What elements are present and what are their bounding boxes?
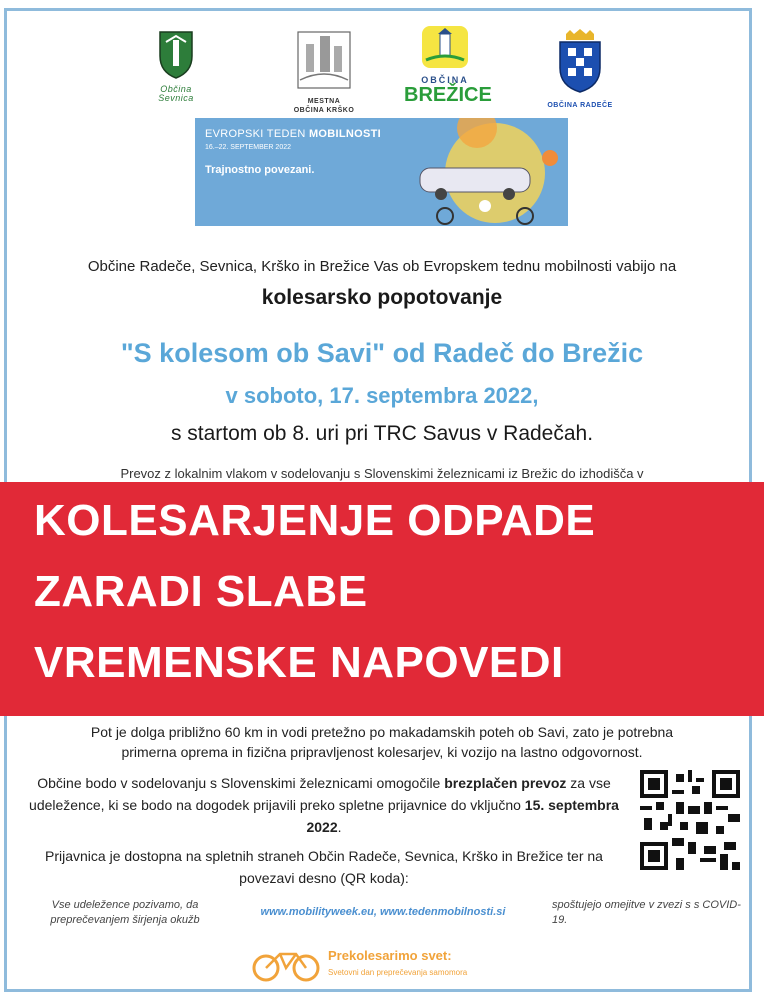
cancellation-line-3: VREMENSKE NAPOVEDI <box>34 638 564 687</box>
castle-icon <box>292 22 356 92</box>
free-transport-info: Občine bodo v sodelovanju s Slovenskimi železnicami omogočile brezplačen prevoz za vse udeležence, ki se bodo na dogodek prijavili preko spletne prijavnice do vključno 15. septembra 2022. <box>29 775 619 835</box>
crest-icon <box>552 28 608 96</box>
bottom-logo-title: Prekolesarimo svet: <box>328 948 452 963</box>
mobility-illustration <box>195 118 568 226</box>
route-info: Pot je dolga približno 60 km in vodi pretežno po makadamskih poteh ob Savi, zato je potrebna primerna oprema in fizična pripravljenost kolesarjev, ki vozijo na lastno odgovornost. <box>90 724 674 760</box>
sevnica-coat-of-arms-logo <box>146 28 206 103</box>
event-start: s startom ob 8. uri pri TRC Savus v Radečah. <box>170 422 594 445</box>
banner-dates: 16.–22. SEPTEMBER 2022 <box>205 144 291 151</box>
covid-note-left: Vse udeležence pozivamo, da preprečevanjem širjenja okužb <box>50 899 200 926</box>
intro-text: Občine Radeče, Sevnica, Krško in Brežice Vas ob Evropskem tednu mobilnosti vabijo na <box>87 258 677 275</box>
qr-code[interactable] <box>640 770 740 870</box>
banner-slogan: Trajnostno povezani. <box>205 164 315 176</box>
cancellation-line-2: ZARADI SLABE <box>34 567 368 616</box>
cancellation-banner <box>0 482 764 716</box>
bicycle-icon <box>252 944 322 984</box>
transport-text-partial: Prevoz z lokalnim vlakom v sodelovanju s Slovenskimi železnicami iz Brežic do izhodišča v <box>120 466 644 481</box>
logo-caption: OBČINA RADEČE <box>547 102 613 109</box>
logo-caption: Občina Sevnica <box>158 84 194 103</box>
logo-caption-2: BREŽICE <box>404 84 492 106</box>
logo-caption-1: OBČINA <box>421 75 469 85</box>
krsko-logo <box>276 22 372 115</box>
mobility-week-banner <box>195 118 568 226</box>
event-type-heading: kolesarsko popotovanje <box>261 286 503 309</box>
brezice-logo <box>404 24 492 106</box>
tower-icon <box>420 24 470 70</box>
radece-coat-of-arms-logo <box>540 28 620 110</box>
event-date: v soboto, 17. septembra 2022, <box>225 383 539 408</box>
covid-note-right: spoštujejo omejitve v zvezi s s COVID-19. <box>552 899 741 926</box>
registration-info: Prijavnica je dostopna na spletnih straneh Občin Radeče, Sevnica, Krško in Brežice ter na povezavi desno (QR koda): <box>45 848 603 886</box>
cancellation-line-1: KOLESARJENJE ODPADE <box>34 496 596 545</box>
bottom-logo-subtitle: Svetovni dan preprečevanja samomora <box>328 968 468 977</box>
banner-title: EVROPSKI TEDEN MOBILNOSTI <box>205 128 381 140</box>
event-title: "S kolesom ob Savi" od Radeč do Brežic <box>120 338 644 368</box>
shield-icon <box>156 28 196 80</box>
website-links[interactable]: www.mobilityweek.eu, www.tedenmobilnosti.si <box>260 906 506 918</box>
logo-caption-1: MESTNA <box>307 98 341 105</box>
suicide-prevention-logo <box>252 944 552 984</box>
logo-caption-2: OBČINA KRŠKO <box>293 107 355 114</box>
